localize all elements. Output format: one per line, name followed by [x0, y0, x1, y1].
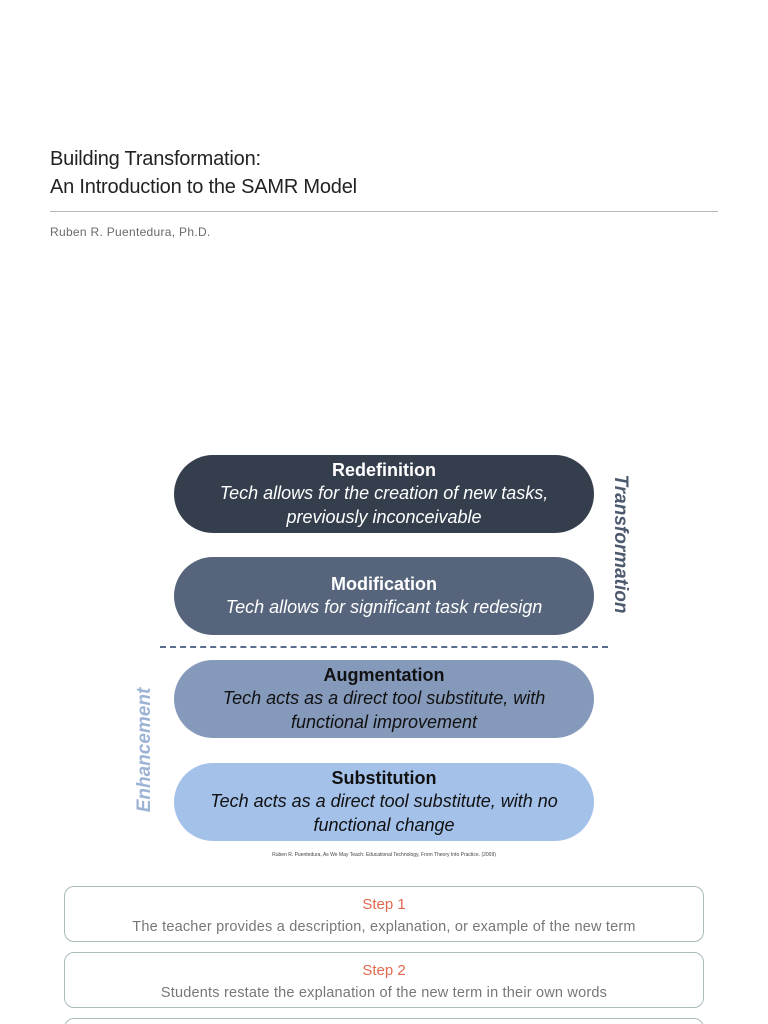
citation: Ruben R. Puentedura, As We May Teach: Educational Technology, From Theory Into Practice. (2009)	[272, 852, 496, 858]
author-name: Ruben R. Puentedura, Ph.D.	[50, 225, 211, 239]
level-description: Tech acts as a direct tool substitute, with functional improvement	[222, 688, 546, 732]
step-card	[64, 952, 704, 1008]
step-title: Step 2	[362, 962, 406, 979]
step-description: The teacher provides a description, explanation, or example of the new term	[132, 919, 636, 935]
title-divider	[50, 211, 718, 212]
step-card	[64, 886, 704, 942]
level-title: Augmentation	[323, 665, 445, 685]
level-description: Tech allows for significant task redesign	[225, 597, 543, 617]
transformation-label: Transformation	[610, 474, 631, 614]
samr-level-augmentation	[174, 660, 594, 738]
level-title: Redefinition	[332, 460, 436, 480]
level-description: Tech allows for the creation of new tasks, previously inconceivable	[219, 483, 549, 527]
step-title: Step 1	[362, 896, 406, 913]
step-description: Students restate the explanation of the new term in their own words	[160, 985, 608, 1001]
level-title: Modification	[331, 574, 437, 594]
samr-level-redefinition	[174, 455, 594, 533]
title-line-1: Building Transformation:	[50, 148, 261, 170]
level-title: Substitution	[331, 768, 437, 788]
enhancement-transformation-divider	[160, 646, 608, 648]
title-line-2: An Introduction to the SAMR Model	[50, 176, 357, 198]
document-title	[50, 145, 710, 201]
enhancement-label: Enhancement	[134, 687, 155, 813]
samr-level-modification	[174, 557, 594, 635]
step-card-partial	[64, 1018, 704, 1024]
samr-level-substitution	[174, 763, 594, 841]
level-description: Tech acts as a direct tool substitute, with no functional change	[210, 791, 558, 835]
